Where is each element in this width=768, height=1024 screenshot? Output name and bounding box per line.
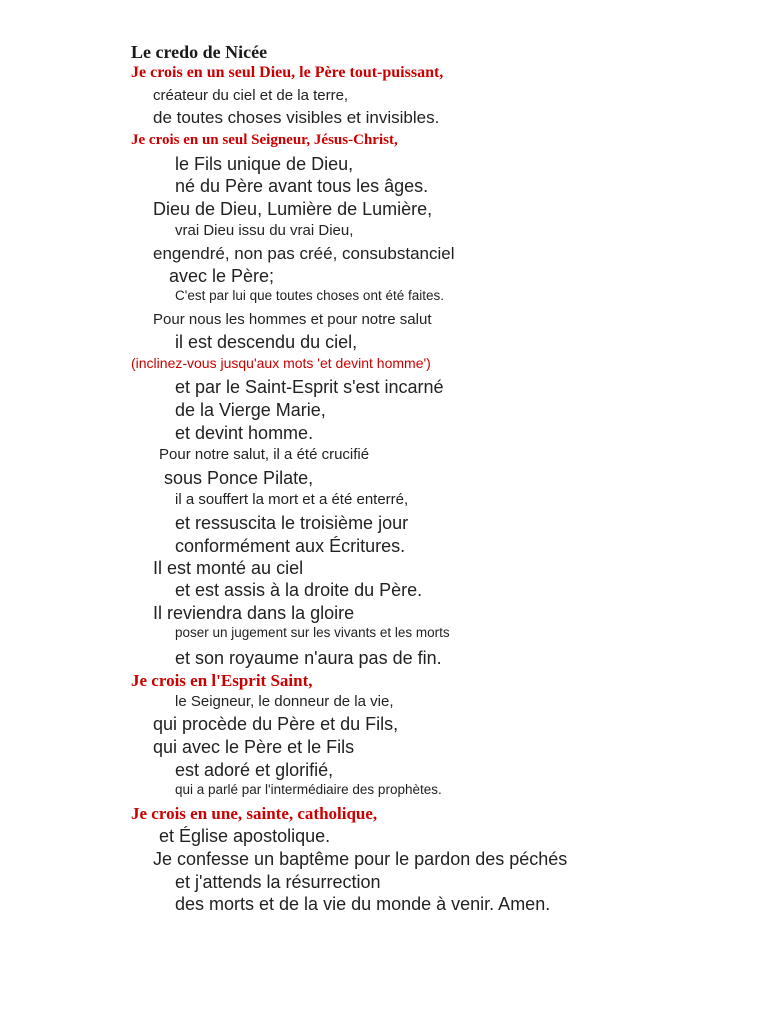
verse-line: Il est monté au ciel — [153, 558, 304, 578]
verse-line: de toutes choses visibles et invisibles. — [153, 108, 440, 127]
verse-line: le Fils unique de Dieu, — [175, 154, 354, 174]
verse-line: Je confesse un baptême pour le pardon des péchés — [153, 849, 568, 869]
verse-line: engendré, non pas créé, consubstanciel — [153, 244, 455, 263]
verse-line: Pour notre salut, il a été crucifié — [159, 446, 370, 463]
verse-line: vrai Dieu issu du vrai Dieu, — [175, 222, 354, 239]
section-heading-church: Je crois en une, sainte, catholique, — [131, 804, 378, 823]
page-title: Le credo de Nicée — [131, 42, 268, 62]
verse-line: sous Ponce Pilate, — [164, 468, 314, 488]
verse-line: qui avec le Père et le Fils — [153, 737, 355, 757]
verse-line: il est descendu du ciel, — [175, 332, 358, 352]
verse-line: et j'attends la résurrection — [175, 872, 381, 892]
verse-line: il a souffert la mort et a été enterré, — [175, 491, 409, 508]
verse-line: Dieu de Dieu, Lumière de Lumière, — [153, 199, 433, 219]
verse-line: Il reviendra dans la gloire — [153, 603, 355, 623]
verse-line: de la Vierge Marie, — [175, 400, 326, 420]
verse-line: créateur du ciel et de la terre, — [153, 87, 349, 104]
verse-line: et par le Saint-Esprit s'est incarné — [175, 377, 444, 397]
verse-line: et Église apostolique. — [159, 826, 331, 846]
verse-line: conformément aux Écritures. — [175, 536, 406, 556]
section-heading-father: Je crois en un seul Dieu, le Père tout-puissant, — [131, 64, 444, 81]
verse-line: est adoré et glorifié, — [175, 760, 334, 780]
verse-line: avec le Père; — [169, 266, 275, 286]
section-heading-son: Je crois en un seul Seigneur, Jésus-Christ, — [131, 132, 398, 148]
verse-line: des morts et de la vie du monde à venir. Amen. — [175, 894, 551, 914]
verse-line: qui a parlé par l'intermédiaire des prophètes. — [175, 782, 442, 797]
verse-line: et ressuscita le troisième jour — [175, 513, 409, 533]
verse-line: et devint homme. — [175, 423, 314, 443]
verse-line: Pour nous les hommes et pour notre salut — [153, 311, 432, 328]
verse-line: né du Père avant tous les âges. — [175, 176, 429, 196]
verse-line: et son royaume n'aura pas de fin. — [175, 648, 442, 668]
verse-line: le Seigneur, le donneur de la vie, — [175, 693, 394, 710]
rubric-note: (inclinez-vous jusqu'aux mots 'et devint homme') — [131, 355, 431, 371]
verse-line: C'est par lui que toutes choses ont été faites. — [175, 288, 444, 303]
section-heading-spirit: Je crois en l'Esprit Saint, — [131, 671, 313, 690]
verse-line: poser un jugement sur les vivants et les morts — [175, 625, 450, 640]
verse-line: et est assis à la droite du Père. — [175, 580, 423, 600]
verse-line: qui procède du Père et du Fils, — [153, 714, 399, 734]
